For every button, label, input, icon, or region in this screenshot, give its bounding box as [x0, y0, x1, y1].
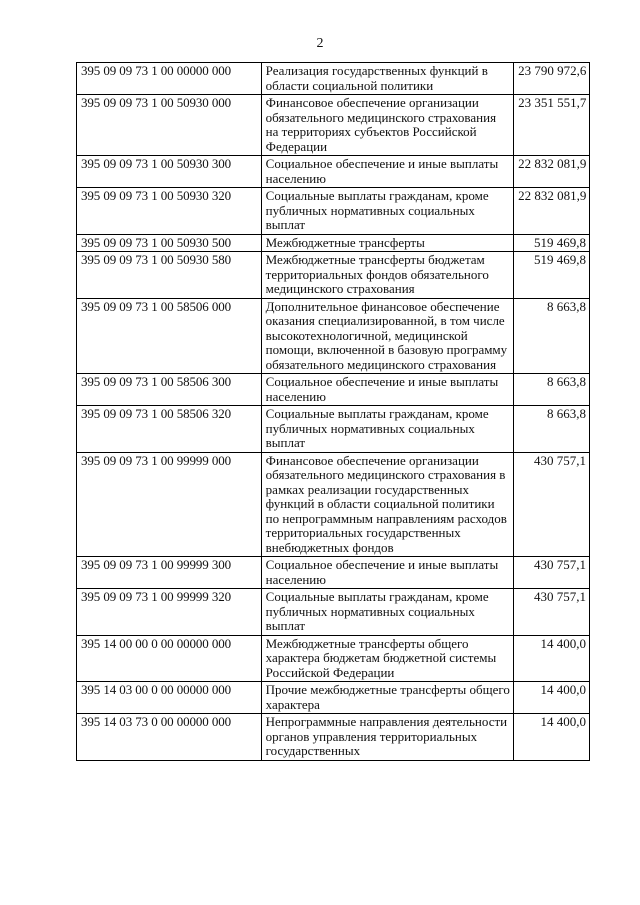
row-amount: 430 757,1 — [514, 589, 590, 636]
table-row — [77, 714, 590, 761]
row-amount: 14 400,0 — [514, 714, 590, 761]
table-row — [77, 635, 590, 682]
row-code: 395 14 03 00 0 00 00000 000 — [77, 682, 262, 714]
table-row — [77, 374, 590, 406]
budget-table-body — [77, 63, 590, 761]
row-name: Прочие межбюджетные трансферты общего характера — [261, 682, 513, 714]
row-amount: 519 469,8 — [514, 234, 590, 252]
row-amount: 519 469,8 — [514, 252, 590, 299]
row-code: 395 09 09 73 1 00 99999 000 — [77, 452, 262, 557]
row-code: 395 14 00 00 0 00 00000 000 — [77, 635, 262, 682]
row-amount: 14 400,0 — [514, 682, 590, 714]
row-name: Непрограммные направления деятельности органов управления территориальных государственных — [261, 714, 513, 761]
row-code: 395 09 09 73 1 00 50930 580 — [77, 252, 262, 299]
row-code: 395 09 09 73 1 00 58506 320 — [77, 406, 262, 453]
row-code: 395 09 09 73 1 00 50930 300 — [77, 156, 262, 188]
row-amount: 430 757,1 — [514, 557, 590, 589]
row-amount: 14 400,0 — [514, 635, 590, 682]
table-row — [77, 156, 590, 188]
row-amount: 22 832 081,9 — [514, 188, 590, 235]
table-row — [77, 63, 590, 95]
row-amount: 23 351 551,7 — [514, 95, 590, 156]
row-amount: 22 832 081,9 — [514, 156, 590, 188]
row-name: Межбюджетные трансферты общего характера бюджетам бюджетной системы Российской Федерации — [261, 635, 513, 682]
table-row — [77, 557, 590, 589]
table-row — [77, 234, 590, 252]
table-row — [77, 95, 590, 156]
row-amount: 430 757,1 — [514, 452, 590, 557]
row-name: Социальные выплаты гражданам, кроме публичных нормативных социальных выплат — [261, 406, 513, 453]
row-code: 395 09 09 73 1 00 99999 320 — [77, 589, 262, 636]
row-code: 395 09 09 73 1 00 50930 500 — [77, 234, 262, 252]
row-name: Социальное обеспечение и иные выплаты населению — [261, 557, 513, 589]
table-row — [77, 188, 590, 235]
row-name: Реализация государственных функций в области социальной политики — [261, 63, 513, 95]
row-amount: 8 663,8 — [514, 298, 590, 374]
row-code: 395 09 09 73 1 00 58506 000 — [77, 298, 262, 374]
table-row — [77, 589, 590, 636]
row-name: Межбюджетные трансферты — [261, 234, 513, 252]
budget-table — [76, 62, 590, 761]
table-row — [77, 252, 590, 299]
row-amount: 23 790 972,6 — [514, 63, 590, 95]
page-number: 2 — [316, 36, 324, 51]
row-code: 395 09 09 73 1 00 50930 000 — [77, 95, 262, 156]
row-name: Финансовое обеспечение организации обязательного медицинского страхования на территориях субъектов Российской Федерации — [261, 95, 513, 156]
table-row — [77, 682, 590, 714]
row-name: Межбюджетные трансферты бюджетам территориальных фондов обязательного медицинского страхования — [261, 252, 513, 299]
row-name: Финансовое обеспечение организации обязательного медицинского страхования в рамках реализации государственных функций в области социальной политики по непрограммным направлениям расходов территориальных государственных внебюджетных фондов — [261, 452, 513, 557]
row-code: 395 09 09 73 1 00 99999 300 — [77, 557, 262, 589]
row-amount: 8 663,8 — [514, 406, 590, 453]
table-row — [77, 452, 590, 557]
row-name: Социальные выплаты гражданам, кроме публичных нормативных социальных выплат — [261, 589, 513, 636]
row-name: Социальные выплаты гражданам, кроме публичных нормативных социальных выплат — [261, 188, 513, 235]
row-code: 395 09 09 73 1 00 50930 320 — [77, 188, 262, 235]
row-name: Социальное обеспечение и иные выплаты населению — [261, 374, 513, 406]
table-row — [77, 406, 590, 453]
table-row — [77, 298, 590, 374]
row-code: 395 14 03 73 0 00 00000 000 — [77, 714, 262, 761]
row-code: 395 09 09 73 1 00 00000 000 — [77, 63, 262, 95]
row-name: Дополнительное финансовое обеспечение оказания специализированной, в том числе высокотехнологичной, медицинской помощи, включенной в базовую программу обязательного медицинского страхования — [261, 298, 513, 374]
row-code: 395 09 09 73 1 00 58506 300 — [77, 374, 262, 406]
row-amount: 8 663,8 — [514, 374, 590, 406]
row-name: Социальное обеспечение и иные выплаты населению — [261, 156, 513, 188]
